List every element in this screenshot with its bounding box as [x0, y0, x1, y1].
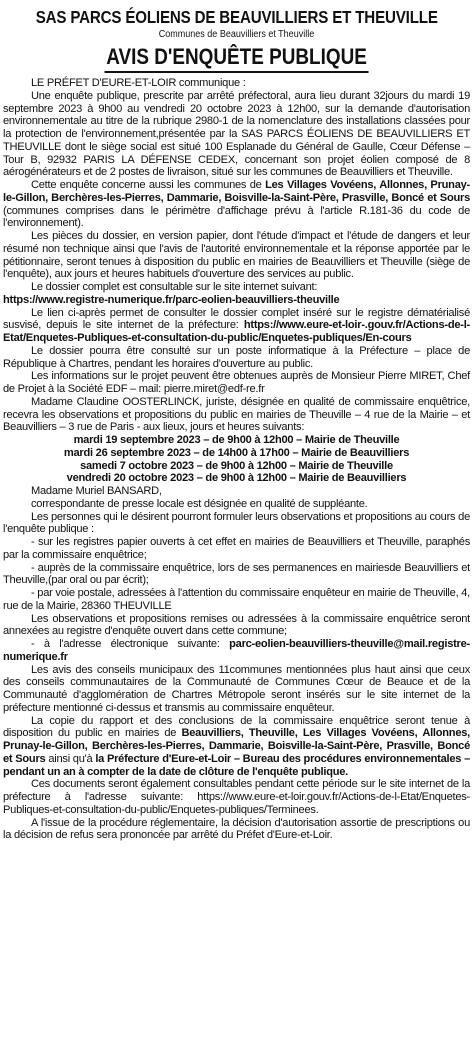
commissaire-paragraph: Madame Claudine OOSTERLINCK, juriste, désignée en qualité de commissaire enquêtrice, recevra les observations et propositions du public en mairies de Theuville – 4 rue de la Mairie – et Beauvilliers – 3 rue de Paris - aux lieux, jours et heures suivants: [3, 395, 470, 434]
notice-body [3, 77, 470, 842]
lien-paragraph [3, 307, 470, 345]
dossier-paragraph [3, 281, 470, 294]
consultables-paragraph: Ces documents seront également consultables pendant cette période sur le site internet de la préfecture à l'adresse suivante: https://www.eure-et-loir.gouv.fr/Actions-de-l-Etat/Enquetes-Publiques-et-consultation-du-public/Enquetes-publiques/Terminees. [3, 778, 470, 816]
avis-paragraph: Les avis des conseils municipaux des 11communes mentionnées plus haut ainsi que ceux des conseils communautaires de la Communauté de Communes Cœur de Beauce et de la Communauté d'agglomération de Chartres Métropole seront insérés sur le site internet de la préfecture mentionné ci-dessus et transmis au commissaire enquêteur. [3, 663, 470, 714]
registre-url[interactable]: https://www.registre-numerique.fr/parc-eolien-beauvilliers-theuville [3, 293, 340, 306]
list-item-registres: - sur les registres papier ouverts à cet effet en mairies de Beauvilliers et Theuville, paraphés par la commissaire enquêtrice; [3, 536, 470, 561]
copie-communes: Beauvilliers, Theuville, Les Villages Vovéens, Allonnes, Prunay-le-Gillon, Berchères-les-Pierres, Dammarie, Boisville-la-Saint-Père, Prasville, Boncé et Sours [3, 727, 470, 765]
intro-paragraph: Une enquête publique, prescrite par arrêté préfectoral, aura lieu durant 32jours du mardi 19 septembre 2023 à 9h00 au vendredi 20 octobre 2023 à 12h00, sur la demande d'autorisation environnementale au titre de la rubrique 2980-1 de la nomenclature des installations classées pour la protection de l'environnement,présentée par la SAS PARCS ÉOLIENS DE BEAUVILLIERS ET THEUVILLE dont le siège social est situé 100 Esplanade du Général de Gaulle, Cœur Défense – Tour B, 92932 PARIS LA DÉFENSE CEDEX, concernant son projet éolien composé de 8 aérogénérateurs et de 2 postes de livraison, situé sur les communes de Beauvilliers et Theuville. [3, 89, 470, 179]
copie-lead: La copie du rapport et des conclusions de la commissaire enquêtrice seront tenue à disposition du public en mairies de [3, 714, 470, 740]
communes-lead: Cette enquête concerne aussi les communes de [31, 179, 266, 191]
title-wrapper [3, 44, 470, 73]
list-item-permanences: - auprès de la commissaire enquêtrice, lors de ses permanences en mairiesde Beauvilliers et Theuville,(par oral ou par écrit); [3, 561, 470, 587]
copie-mid: ainsi qu'à [45, 752, 96, 765]
company-heading: SAS PARCS ÉOLIENS DE BEAUVILLIERS ET THEUVILLE [35, 7, 438, 27]
schedule-item: mardi 26 septembre 2023 – de 14h00 à 17h00 – Mairie de Beauvilliers [63, 446, 410, 459]
list-item-email [3, 638, 470, 664]
email-lead: - à l'adresse électronique suivante: [31, 638, 230, 650]
observations-paragraph: Les personnes qui le désirent pourront formuler leurs observations et propositions au cours de l'enquête publique : [3, 510, 470, 536]
dossier-lead: Le dossier complet est consultable sur le site internet suivant: [31, 281, 318, 293]
pieces-paragraph: Les pièces du dossier, en version papier, dont l'étude d'impact et l'étude de dangers et leur résumé non technique ainsi que l'avis de l'autorité environnementale et la réponse apportée par le pétitionnaire, seront tenues à disposition du public en mairies de Beauvilliers et Theuville (siège de l'enquête), aux jours et heures habituels d'ouverture des services au public. [3, 230, 470, 281]
communes-tail: (communes comprises dans le périmètre d'affichage prévu à l'article R.181-36 du code de l'environnement). [3, 204, 470, 230]
list-item-postale: - par voie postale, adressées à l'attention du commissaire enquêteur en mairie de Theuville, 4, rue de la Mairie, 28360 THEUVILLE [3, 587, 470, 612]
prefecture-url[interactable]: https://www.eure-et-loir-.gouv.fr/Actions-de-l-Etat/Enquetes-Publiques-et-consultation-du-public/Enquetes-publiques/En-cours [3, 319, 470, 344]
communes-subheading: Communes de Beauvilliers et Theuville [158, 29, 315, 40]
copie-prefecture: la Préfecture d'Eure-et-Loir – Bureau des procédures environnementales – pendant un an à compter de la date de clôture de l'enquête publique. [3, 752, 471, 778]
issue-paragraph: A l'issue de la procédure réglementaire, la décision d'autorisation assortie de prescriptions ou la décision de refus sera prononcée par arrêté du Préfet d'Eure-et-Loir. [3, 816, 470, 842]
infos-paragraph: Les informations sur le projet peuvent être obtenues auprès de Monsieur Pierre MIRET, Chef de Projet à la Société EDF – mail: pierre.miret@edf-re.fr [3, 370, 470, 395]
communes-list: Les Villages Vovéens, Allonnes, Prunay-le-Gillon, Berchères-les-Pierres, Dammarie, Boisville-la-Saint-Père, Prasville, Boncé et Sours [3, 179, 470, 204]
schedule-item: samedi 7 octobre 2023 – de 9h00 à 12h00 – Mairie de Theuville [80, 459, 393, 472]
poste-paragraph: Le dossier pourra être consulté sur un poste informatique à la Préfecture – place de République à Chartres, pendant les horaires d'ouverture au public. [3, 344, 470, 370]
communes-paragraph [3, 179, 470, 230]
email-address[interactable]: parc-eolien-beauvilliers-theuville@mail.registre-numerique.fr [3, 638, 470, 663]
prefet-line: LE PRÉFET D'EURE-ET-LOIR communique : [31, 77, 246, 89]
notice-title: AVIS D'ENQUÊTE PUBLIQUE [104, 44, 368, 73]
suppleante-name: Madame Muriel BANSARD, [31, 485, 162, 497]
suppleante-role: correspondante de presse locale est désignée en qualité de suppléante. [31, 497, 368, 510]
copie-paragraph [3, 715, 470, 779]
lien-lead: Le lien ci-après permet de consulter le dossier complet inséré sur le registre dématérialisé susvisé, depuis le site internet de la préfecture: [3, 306, 470, 332]
annexees-paragraph: Les observations et propositions remises ou adressées à la commissaire enquêtrice seront annexées au registre d'enquête ouvert dans cette commune; [3, 612, 470, 638]
schedule-item: mardi 19 septembre 2023 – de 9h00 à 12h00 – Mairie de Theuville [73, 434, 400, 446]
schedule-item: vendredi 20 octobre 2023 – de 9h00 à 12h00 – Mairie de Beauvilliers [66, 472, 407, 485]
